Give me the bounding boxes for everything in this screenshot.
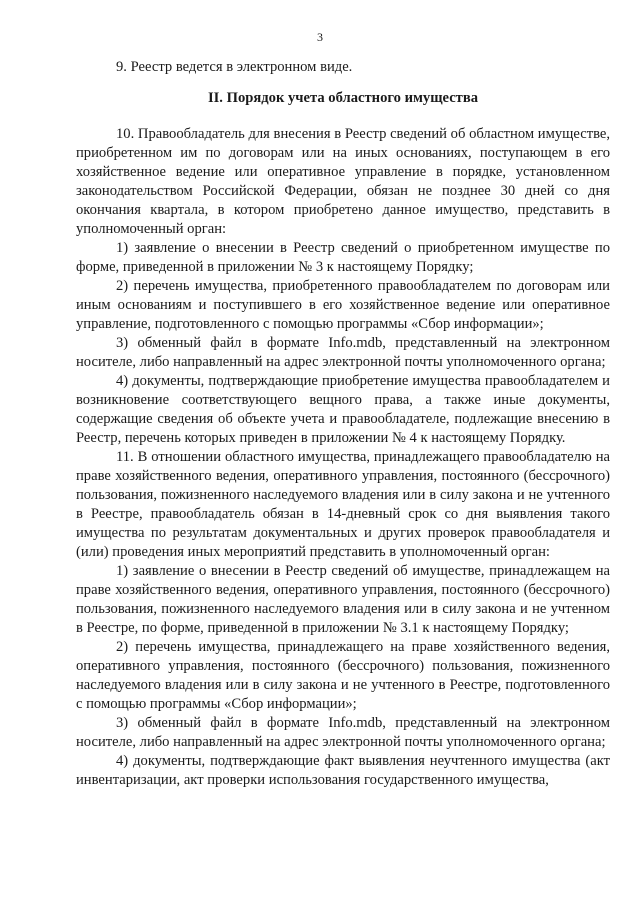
paragraph-10: 10. Правообладатель для внесения в Реестр сведений об областном имуществе, приобретенном им по договорам или на иных основаниях, поступающем в его хозяйственное ведение или оперативное управление в порядке, установленном законодательством Российской Федерации, обязан не позднее 30 дней со дня окончания квартала, в котором приобретено данное имущество, представить в уполномоченный орган: [76,126,610,237]
paragraph-11-item-1: 1) заявление о внесении в Реестр сведений об имуществе, принадлежащем на праве хозяйственного ведения, оперативного управления, постоянного (бессрочного) пользования, пожизненного наследуемого владения или в силу закона и не учтенном в Реестре, по форме, приведенной в приложении № 3.1 к настоящему Порядку; [76,563,610,636]
paragraph-10-item-2: 2) перечень имущества, приобретенного правообладателем по договорам или иным основаниям и поступившего в его хозяйственное ведение или оперативное управление, подготовленного с помощью программы «Сбор информации»; [76,278,610,332]
paragraph-10-item-4: 4) документы, подтверждающие приобретение имущества правообладателем и возникновение соответствующего вещного права, а также иные документы, содержащие сведения об объекте учета и правообладателе, подлежащие внесению в Реестр, перечень которых приведен в приложении № 4 к настоящему Порядку. [76,373,610,446]
paragraph-9: 9. Реестр ведется в электронном виде. [116,59,353,75]
paragraph-10-item-1: 1) заявление о внесении в Реестр сведений о приобретенном имуществе по форме, приведенной в приложении № 3 к настоящему Порядку; [76,240,610,275]
paragraph-11: 11. В отношении областного имущества, принадлежащего правообладателю на праве хозяйственного ведения, оперативного управления, постоянного (бессрочного) пользования, пожизненного наследуемого владения или в силу закона и не учтенного в Реестре, правообладатель обязан в 14-дневный срок со дня выявления такого имущества по результатам документальных и других проверок правообладателя и (или) проведения иных мероприятий представить в уполномоченный орган: [76,449,610,560]
document-body [76,58,610,790]
paragraph-11-item-3: 3) обменный файл в формате Info.mdb, представленный на электронном носителе, либо направленный на адрес электронной почты уполномоченного органа; [76,715,610,750]
section-heading: II. Порядок учета областного имущества [207,90,479,106]
page-number: 3 [317,30,323,44]
paragraph-11-item-4: 4) документы, подтверждающие факт выявления неучтенного имущества (акт инвентаризации, акт проверки использования государственного имущества, [76,753,610,788]
paragraph-11-item-2: 2) перечень имущества, принадлежащего на праве хозяйственного ведения, оперативного управления, постоянного (бессрочного) пользования, пожизненного наследуемого владения или в силу закона и не учтенного в Реестре, подготовленного с помощью программы «Сбор информации»; [76,639,610,712]
paragraph-10-item-3: 3) обменный файл в формате Info.mdb, представленный на электронном носителе, либо направленный на адрес электронной почты уполномоченного органа; [76,335,610,370]
